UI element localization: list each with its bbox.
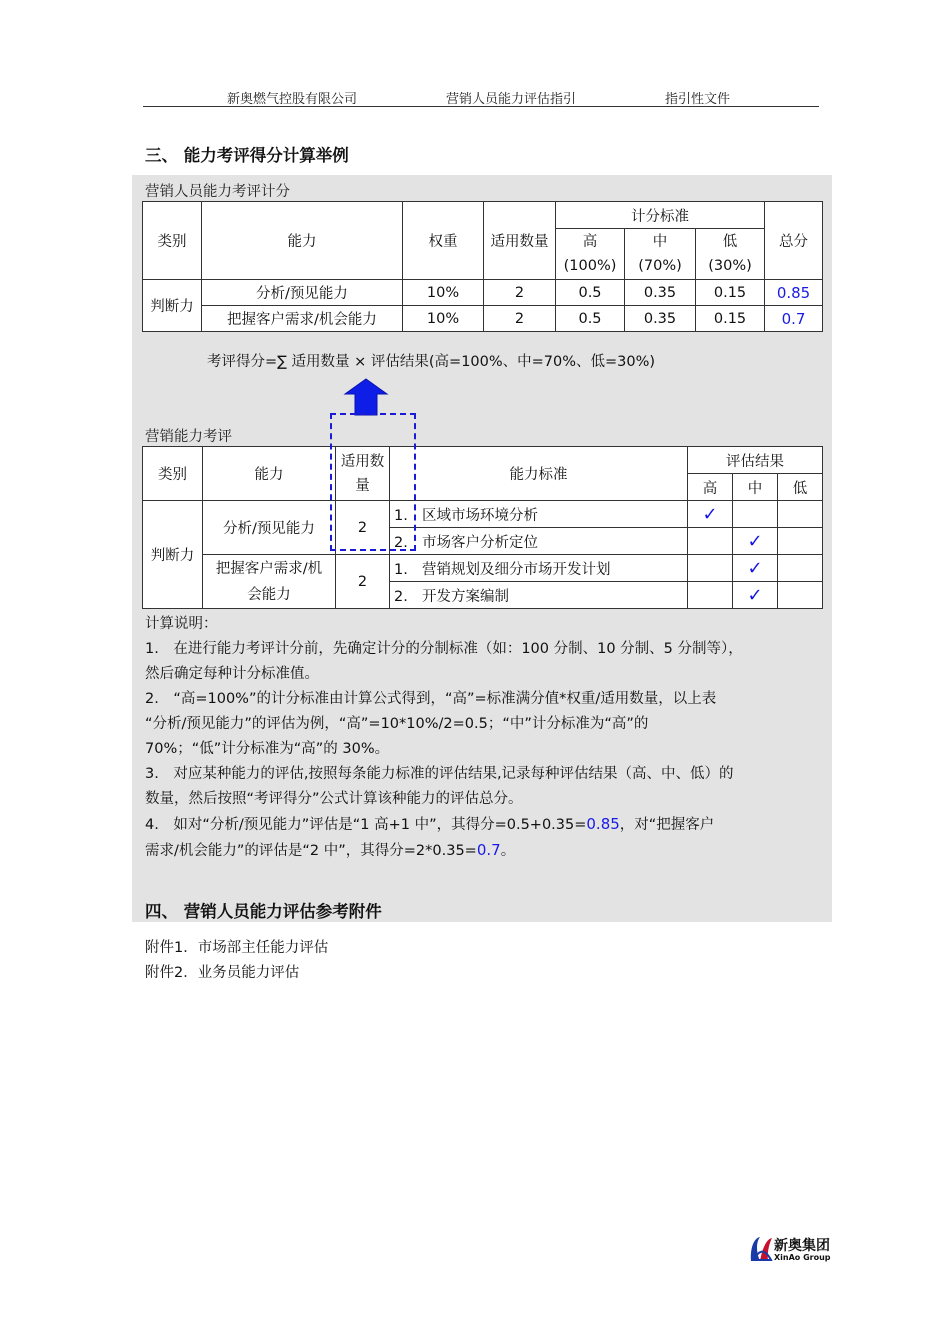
t2-standard-text: 市场客户分析定位 xyxy=(422,534,538,551)
t2-low-empty xyxy=(778,501,823,528)
t2-count: 2 xyxy=(336,501,390,555)
t2-ability xyxy=(203,555,336,609)
note-4b-value: 0.7 xyxy=(476,841,501,859)
t2-high-empty xyxy=(688,528,733,555)
t1-header-category: 类别 xyxy=(143,202,202,280)
table-row xyxy=(143,555,823,582)
t2-standard-num: 2. xyxy=(394,588,408,605)
note-3a: 3. 对应某种能力的评估,按照每条能力标准的评估结果,记录每种评估结果（高、中、低）的 xyxy=(145,766,734,782)
note-2b: “分析/预见能力”的评估为例，“高”=10*10%/2=0.5；“中”计分标准为“高”的 xyxy=(145,716,649,732)
table1-caption: 营销人员能力考评计分 xyxy=(145,184,290,200)
count-highlight-box xyxy=(330,413,416,551)
check-icon: ✓ xyxy=(688,501,733,528)
check-icon: ✓ xyxy=(733,582,778,609)
t1-low: 0.15 xyxy=(696,306,765,332)
t1-weight: 10% xyxy=(403,306,484,332)
t1-category: 判断力 xyxy=(143,280,202,332)
t2-low-empty xyxy=(778,528,823,555)
t2-low-empty xyxy=(778,582,823,609)
header-rule xyxy=(143,106,819,107)
note-4a xyxy=(145,812,820,838)
t2-header-result: 评估结果 xyxy=(688,447,823,474)
note-4a-pre: 4. 如对“分析/预见能力”评估是“1 高+1 中”，其得分=0.5+0.35= xyxy=(145,817,587,833)
t1-ability: 把握客户需求/机会能力 xyxy=(202,306,403,332)
t2-count-line1: 适用数 xyxy=(340,453,385,470)
note-1a: 1. 在进行能力考评计分前，先确定计分的分制标准（如：100 分制、10 分制、5 分制等）， xyxy=(145,641,743,657)
note-4a-post: ，对“把握客户 xyxy=(619,817,715,833)
t1-high: 0.5 xyxy=(556,306,625,332)
t1-mid-label: 中 xyxy=(652,234,668,250)
attachment-2: 附件2．业务员能力评估 xyxy=(145,965,300,981)
table-row xyxy=(143,501,823,528)
t2-standard xyxy=(390,555,688,582)
note-1b: 然后确定每种计分标准值。 xyxy=(145,666,319,682)
table2-caption: 营销能力考评 xyxy=(145,429,232,445)
t1-header-weight: 权重 xyxy=(403,202,484,280)
t1-high: 0.5 xyxy=(556,280,625,306)
logo-en-text: XinAo Group xyxy=(774,1253,831,1262)
note-2a: 2. “高=100%”的计分标准由计算公式得到，“高”=标准满分值*权重/适用数量，以上表 xyxy=(145,691,717,707)
score-table xyxy=(142,201,823,332)
t2-standard xyxy=(390,582,688,609)
t2-count: 2 xyxy=(336,555,390,609)
t1-header-standard: 计分标准 xyxy=(556,202,765,229)
t1-low: 0.15 xyxy=(696,280,765,306)
note-4b xyxy=(145,838,820,864)
table-row xyxy=(143,280,823,306)
t2-low-empty xyxy=(778,555,823,582)
up-arrow-icon xyxy=(343,378,389,416)
t2-standard-num: 2. xyxy=(394,534,408,551)
t2-mid-empty xyxy=(733,501,778,528)
t1-total: 0.85 xyxy=(765,280,823,306)
t2-standard-text: 区域市场环境分析 xyxy=(422,507,538,524)
header-company: 新奥燃气控股有限公司 xyxy=(227,92,358,107)
t2-header-low: 低 xyxy=(778,474,823,501)
t2-header-standard: 能力标准 xyxy=(390,447,688,501)
t2-standard-num: 1. xyxy=(394,561,408,578)
t2-ability: 分析/预见能力 xyxy=(203,501,336,555)
section-4-title: 四、 营销人员能力评估参考附件 xyxy=(145,902,382,921)
t2-ability-line1: 把握客户需求/机 xyxy=(215,560,323,577)
company-logo xyxy=(748,1234,832,1266)
note-4b-pre: 需求/机会能力”的评估是“2 中”，其得分=2*0.35= xyxy=(145,843,477,859)
t2-standard-num: 1. xyxy=(394,507,408,524)
t1-count: 2 xyxy=(484,280,556,306)
evaluation-table xyxy=(142,446,823,609)
logo-mark-icon xyxy=(748,1234,774,1264)
t1-high-pct: (100%) xyxy=(563,258,617,274)
t2-header-category: 类别 xyxy=(143,447,203,501)
t1-weight: 10% xyxy=(403,280,484,306)
score-formula: 考评得分=∑ 适用数量 × 评估结果(高=100%、中=70%、低=30%) xyxy=(207,354,656,370)
check-icon: ✓ xyxy=(733,555,778,582)
t2-header-mid: 中 xyxy=(733,474,778,501)
check-icon: ✓ xyxy=(733,528,778,555)
t2-standard-text: 营销规划及细分市场开发计划 xyxy=(422,561,611,578)
header-doc-type: 指引性文件 xyxy=(665,92,731,107)
t2-header-high: 高 xyxy=(688,474,733,501)
t1-header-low xyxy=(696,229,765,280)
t1-total: 0.7 xyxy=(765,306,823,332)
t2-count-line2: 量 xyxy=(355,477,370,494)
t1-low-pct: (30%) xyxy=(708,258,752,274)
header-doc-title: 营销人员能力评估指引 xyxy=(446,92,577,107)
t1-header-high xyxy=(556,229,625,280)
t1-header-count: 适用数量 xyxy=(484,202,556,280)
t1-header-mid xyxy=(625,229,696,280)
t1-mid-pct: (70%) xyxy=(638,258,682,274)
t1-header-ability: 能力 xyxy=(202,202,403,280)
notes-title: 计算说明： xyxy=(145,616,218,632)
note-4a-value: 0.85 xyxy=(586,815,620,833)
t2-header-ability: 能力 xyxy=(203,447,336,501)
table-row xyxy=(143,306,823,332)
attachment-1: 附件1．市场部主任能力评估 xyxy=(145,940,329,956)
t1-high-label: 高 xyxy=(582,234,598,250)
t1-mid: 0.35 xyxy=(625,280,696,306)
t1-header-total: 总分 xyxy=(765,202,823,280)
t2-high-empty xyxy=(688,555,733,582)
t2-standard-text: 开发方案编制 xyxy=(422,588,509,605)
t2-ability-line2: 会能力 xyxy=(247,586,291,603)
t2-high-empty xyxy=(688,582,733,609)
t2-standard xyxy=(390,501,688,528)
note-2c: 70%；“低”计分标准为“高”的 30%。 xyxy=(145,741,390,757)
section-3-title: 三、 能力考评得分计算举例 xyxy=(145,146,349,165)
t1-low-label: 低 xyxy=(722,234,738,250)
t1-count: 2 xyxy=(484,306,556,332)
t2-standard xyxy=(390,528,688,555)
t2-category: 判断力 xyxy=(143,501,203,609)
logo-cn-text: 新奥集团 xyxy=(774,1238,830,1254)
t1-mid: 0.35 xyxy=(625,306,696,332)
t1-ability: 分析/预见能力 xyxy=(202,280,403,306)
note-4b-post: 。 xyxy=(500,843,516,859)
calculation-notes xyxy=(145,612,820,864)
note-3b: 数量，然后按照“考评得分”公式计算该种能力的评估总分。 xyxy=(145,791,523,807)
